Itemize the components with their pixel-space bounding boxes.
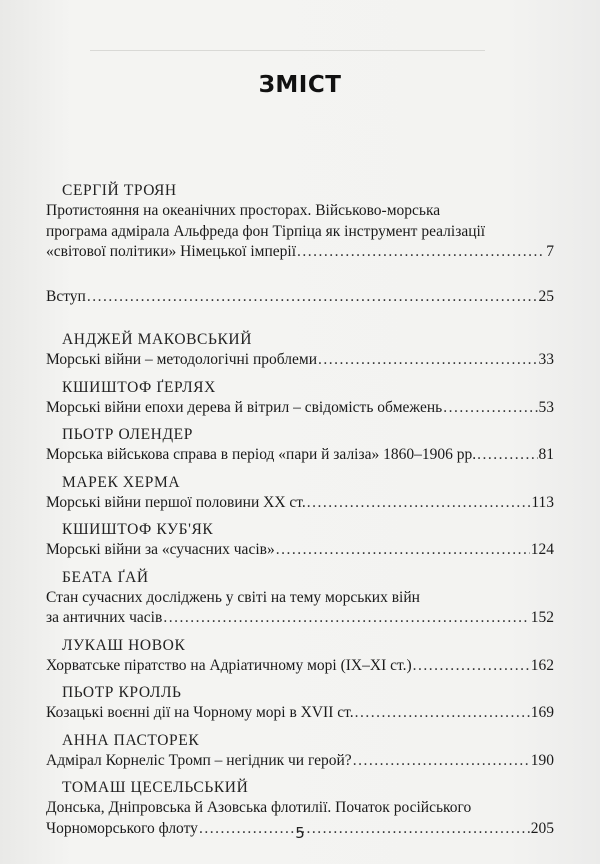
entry-author: БЕАТА ҐАЙ — [62, 568, 149, 586]
toc-entry — [46, 181, 554, 263]
entry-page-number: 33 — [538, 351, 554, 368]
entry-page-number: 25 — [538, 287, 554, 305]
entry-author: АННА ПАСТОРЕК — [62, 731, 200, 749]
dot-leader — [443, 398, 537, 419]
dot-leader — [307, 493, 531, 514]
entry-title-with-page[interactable] — [46, 445, 554, 466]
dot-leader — [318, 350, 538, 371]
entry-author: ПЬОТР КРОЛЛЬ — [62, 684, 182, 701]
entry-title-line: Донська, Дніпровська й Азовська флотилії. Початок російського — [46, 799, 472, 816]
dot-leader — [163, 608, 529, 629]
entry-author: КШИШТОФ ҐЕРЛЯХ — [62, 378, 216, 396]
entry-author: ЛУКАШ НОВОК — [62, 636, 186, 654]
entry-title-line: Хорватське піратство на Адріатичному морі (IX–XI ст.) — [46, 656, 412, 674]
toc-entry — [46, 636, 554, 677]
entry-page-number: 7 — [546, 243, 554, 260]
toc-entry — [46, 520, 554, 561]
entry-author: АНДЖЕЙ МАКОВСЬКИЙ — [62, 331, 253, 348]
show-through-rule — [90, 50, 485, 51]
entry-title-line: Морські війни – методологічні проблеми — [46, 351, 317, 368]
entry-title-line: Чорноморського флоту — [46, 819, 198, 837]
entry-title-with-page[interactable] — [46, 656, 554, 677]
page-number: 5 — [295, 824, 305, 842]
toc-entry — [46, 287, 554, 308]
entry-title-line: Адмірал Корнеліс Тромп – негідник чи герой? — [46, 751, 352, 769]
entry-title-line: Морська військова справа в період «пари й заліза» 1860–1906 рр. — [46, 446, 477, 463]
toc-entry — [46, 473, 554, 514]
entry-page-number: 53 — [538, 398, 554, 416]
entry-title-with-page[interactable] — [46, 703, 554, 724]
entry-page-number: 205 — [530, 819, 554, 837]
entry-title-with-page[interactable] — [46, 493, 554, 514]
entry-page-number: 162 — [530, 656, 554, 674]
entry-page-number: 169 — [530, 704, 554, 721]
entry-page-number: 152 — [530, 609, 554, 626]
entry-page-number: 124 — [530, 541, 554, 558]
entry-title-line: Морські війни епохи дерева й вітрил – свідомість обмежень — [46, 398, 443, 416]
entry-title-with-page[interactable] — [46, 350, 554, 371]
dot-leader — [87, 287, 538, 308]
dot-leader — [477, 445, 537, 466]
toc-entry — [46, 378, 554, 419]
entry-page-number: 190 — [530, 751, 554, 769]
table-of-contents — [46, 181, 554, 839]
entry-title-line: Морські війни за «сучасних часів» — [46, 541, 275, 558]
entry-title-line: Морські війни першої половини ХХ ст. — [46, 493, 306, 511]
entry-title-with-page[interactable] — [46, 751, 554, 772]
entry-page-number: 113 — [531, 493, 554, 511]
entry-title-with-page[interactable] — [46, 540, 554, 561]
entry-author: СЕРГІЙ ТРОЯН — [62, 182, 177, 199]
entry-title-line: за античних часів — [46, 609, 163, 626]
dot-leader — [276, 540, 530, 561]
toc-entry — [46, 731, 554, 772]
dot-leader — [297, 242, 545, 263]
toc-entry — [46, 425, 554, 466]
entry-title-line: Стан сучасних досліджень у світі на тему морських війн — [46, 588, 420, 606]
toc-entry — [46, 568, 554, 629]
entry-author: МАРЕК ХЕРМА — [62, 473, 181, 491]
dot-leader — [413, 656, 530, 677]
entry-page-number: 81 — [538, 446, 554, 463]
entry-title-line: «світової політики» Німецької імперії — [46, 243, 296, 260]
entry-title-line: Вступ — [46, 287, 86, 305]
entry-title-line: Козацькі воєнні дії на Чорному морі в XVII ст. — [46, 704, 354, 721]
toc-entry — [46, 330, 554, 371]
entry-title-line: Протистояння на океанічних просторах. Військово-морська — [46, 202, 441, 219]
dot-leader — [355, 703, 530, 724]
entry-title-with-page[interactable] — [46, 608, 554, 629]
entry-author: КШИШТОФ КУБ'ЯК — [62, 521, 214, 538]
toc-entry — [46, 683, 554, 724]
entry-title-with-page[interactable] — [46, 287, 554, 308]
entry-title-line: програма адмірала Альфреда фон Тірпіца як інструмент реалізації — [46, 222, 486, 240]
entry-author: ПЬОТР ОЛЕНДЕР — [62, 426, 193, 443]
entry-title-with-page[interactable] — [46, 398, 554, 419]
page-title: ЗМІСТ — [258, 72, 342, 98]
entry-author: ТОМАШ ЦЕСЕЛЬСЬКИЙ — [62, 779, 249, 796]
dot-leader — [353, 751, 530, 772]
entry-title-with-page[interactable] — [46, 242, 554, 263]
